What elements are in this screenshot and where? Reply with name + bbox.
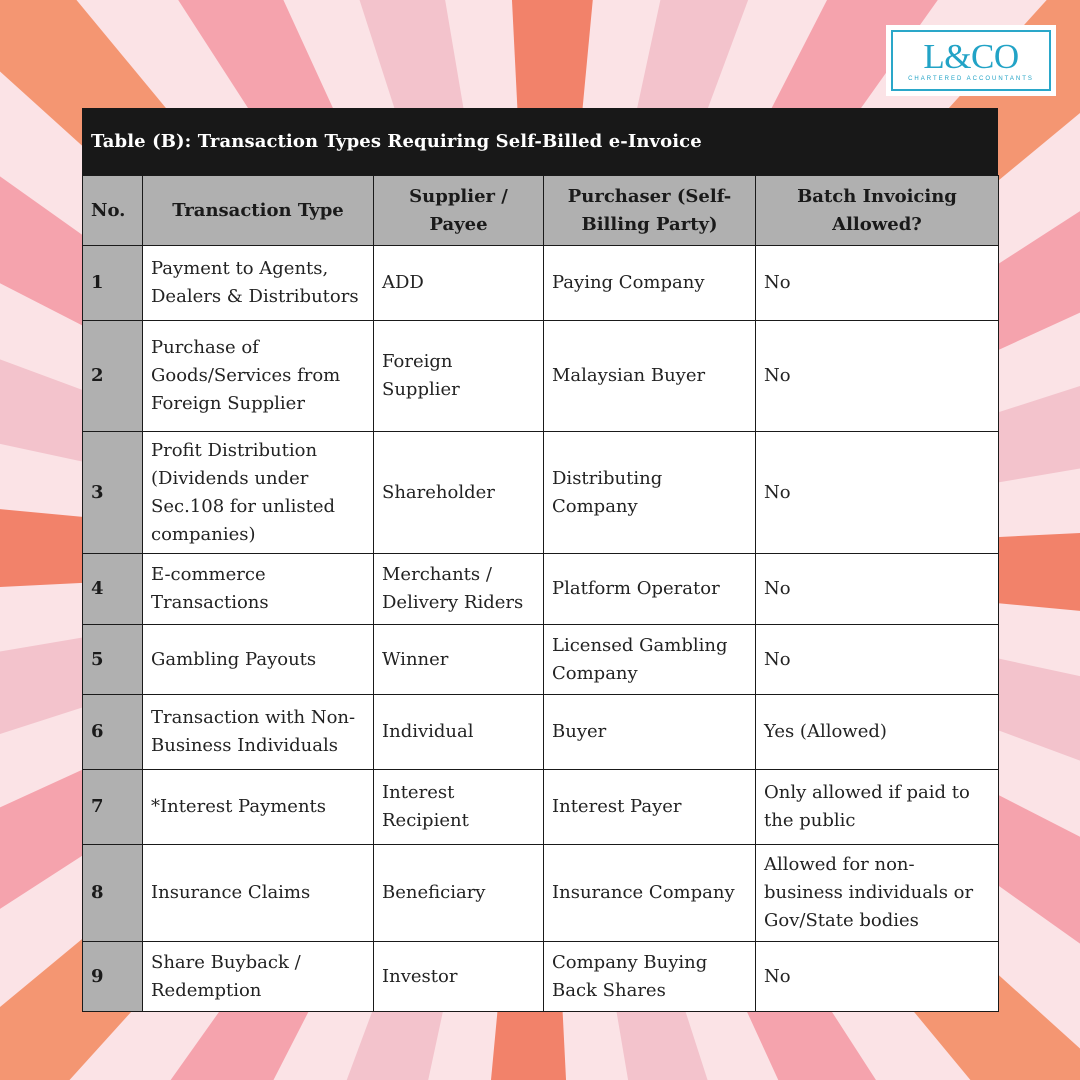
cell-batch-invoicing: Only allowed if paid to the public: [756, 770, 999, 845]
cell-transaction-type: Purchase of Goods/Services from Foreign Supplier: [143, 321, 374, 432]
cell-purchaser: Platform Operator: [544, 554, 756, 625]
cell-purchaser: Paying Company: [544, 246, 756, 321]
cell-supplier: Individual: [374, 695, 544, 770]
cell-batch-invoicing: No: [756, 942, 999, 1012]
table-title: Table (B): Transaction Types Requiring Self-Billed e-Invoice: [82, 108, 998, 175]
cell-transaction-type: Payment to Agents, Dealers & Distributors: [143, 246, 374, 321]
cell-supplier: Interest Recipient: [374, 770, 544, 845]
logo-frame: [891, 30, 1051, 91]
cell-no: 7: [83, 770, 143, 845]
cell-purchaser: Insurance Company: [544, 845, 756, 942]
cell-purchaser: Malaysian Buyer: [544, 321, 756, 432]
cell-purchaser: Company Buying Back Shares: [544, 942, 756, 1012]
table-row: [83, 246, 999, 321]
cell-no: 1: [83, 246, 143, 321]
transaction-types-table: [82, 175, 999, 1012]
cell-no: 4: [83, 554, 143, 625]
cell-supplier: Shareholder: [374, 432, 544, 554]
cell-supplier: Beneficiary: [374, 845, 544, 942]
table-row: [83, 942, 999, 1012]
cell-batch-invoicing: Allowed for non-business individuals or Gov/State bodies: [756, 845, 999, 942]
cell-batch-invoicing: No: [756, 432, 999, 554]
table-row: [83, 625, 999, 695]
cell-transaction-type: E-commerce Transactions: [143, 554, 374, 625]
logo-wordmark: L&CO: [923, 37, 1019, 76]
cell-batch-invoicing: No: [756, 625, 999, 695]
table-row: [83, 554, 999, 625]
cell-transaction-type: Insurance Claims: [143, 845, 374, 942]
table-row: [83, 845, 999, 942]
cell-supplier: ADD: [374, 246, 544, 321]
cell-purchaser: Buyer: [544, 695, 756, 770]
table-header-row: [83, 176, 999, 246]
cell-batch-invoicing: No: [756, 554, 999, 625]
cell-batch-invoicing: No: [756, 246, 999, 321]
cell-transaction-type: Gambling Payouts: [143, 625, 374, 695]
cell-transaction-type: Profit Distribution (Dividends under Sec.108 for unlisted companies): [143, 432, 374, 554]
cell-transaction-type: Share Buyback / Redemption: [143, 942, 374, 1012]
cell-no: 3: [83, 432, 143, 554]
cell-purchaser: Distributing Company: [544, 432, 756, 554]
header-purchaser: Purchaser (Self-Billing Party): [544, 176, 756, 246]
header-transaction-type: Transaction Type: [143, 176, 374, 246]
company-logo: [886, 25, 1056, 96]
table-row: [83, 321, 999, 432]
cell-no: 9: [83, 942, 143, 1012]
cell-batch-invoicing: No: [756, 321, 999, 432]
table-row: [83, 432, 999, 554]
header-batch-invoicing: Batch Invoicing Allowed?: [756, 176, 999, 246]
header-no: No.: [83, 176, 143, 246]
cell-supplier: Winner: [374, 625, 544, 695]
logo-tagline: CHARTERED ACCOUNTANTS: [908, 76, 1034, 82]
cell-purchaser: Interest Payer: [544, 770, 756, 845]
cell-transaction-type: *Interest Payments: [143, 770, 374, 845]
cell-supplier: Investor: [374, 942, 544, 1012]
cell-supplier: Merchants / Delivery Riders: [374, 554, 544, 625]
table-row: [83, 695, 999, 770]
cell-no: 5: [83, 625, 143, 695]
table-row: [83, 770, 999, 845]
cell-no: 6: [83, 695, 143, 770]
cell-purchaser: Licensed Gambling Company: [544, 625, 756, 695]
cell-no: 8: [83, 845, 143, 942]
cell-transaction-type: Transaction with Non-Business Individuals: [143, 695, 374, 770]
cell-supplier: Foreign Supplier: [374, 321, 544, 432]
header-supplier-payee: Supplier / Payee: [374, 176, 544, 246]
cell-batch-invoicing: Yes (Allowed): [756, 695, 999, 770]
cell-no: 2: [83, 321, 143, 432]
